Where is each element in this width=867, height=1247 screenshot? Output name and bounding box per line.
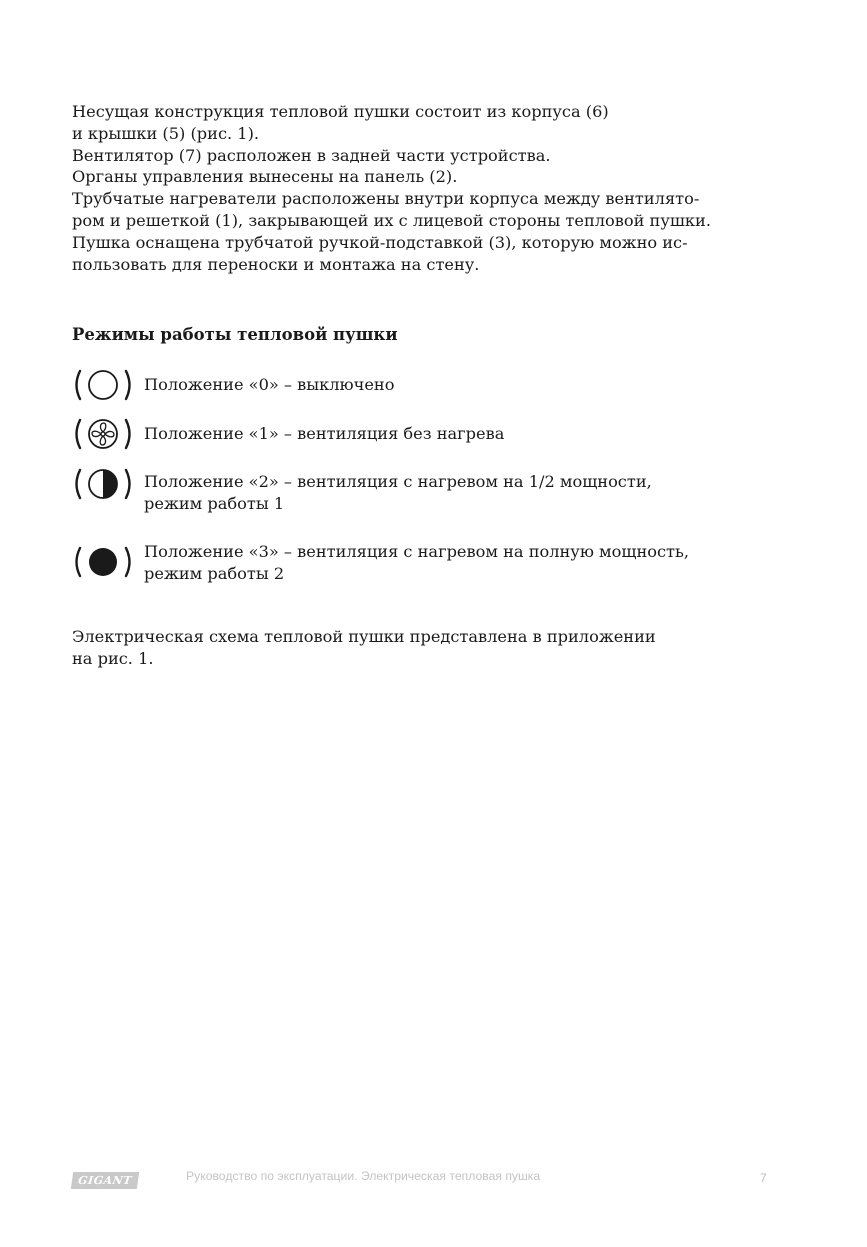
intro-line: Органы управления вынесены на панель (2). — [72, 167, 458, 187]
intro-line: Трубчатые нагреватели расположены внутри корпуса между вентилято- — [72, 189, 700, 209]
empty-circle-icon — [72, 365, 134, 405]
logo-text: GIGANT — [77, 1174, 133, 1187]
section-title: Режимы работы тепловой пушки — [72, 325, 398, 344]
intro-line: Несущая конструкция тепловой пушки состоит из корпуса (6) — [72, 102, 609, 121]
mode-label: Положение «1» – вентиляция без нагрева — [144, 424, 505, 443]
intro-line: ром и решеткой (1), закрывающей их с лицевой стороны тепловой пушки. — [72, 210, 711, 230]
mode-label — [144, 541, 689, 585]
mode-label — [144, 471, 652, 515]
gigant-logo — [71, 1172, 139, 1189]
intro-line: и крышки (5) (рис. 1). — [72, 123, 260, 143]
mode-label-line: режим работы 2 — [144, 563, 285, 583]
filled-circle-icon — [72, 542, 134, 582]
mode-label-line: режим работы 1 — [144, 493, 285, 513]
mode-label: Положение «0» – выключено — [144, 375, 395, 394]
page-number: 7 — [760, 1171, 767, 1185]
outro-line: на рис. 1. — [72, 648, 154, 668]
intro-line: Вентилятор (7) расположен в задней части устройства. — [72, 145, 551, 165]
intro-paragraph — [72, 101, 792, 275]
intro-line: Пушка оснащена трубчатой ручкой-подставкой (3), которую можно ис- — [72, 232, 688, 252]
intro-line: пользовать для переноски и монтажа на стену. — [72, 254, 480, 274]
outro-paragraph — [72, 626, 792, 670]
footer-text: Руководство по эксплуатации. Электрическая тепловая пушка — [186, 1169, 541, 1183]
mode-label-line: Положение «2» – вентиляция с нагревом на 1/2 мощности, — [144, 472, 652, 491]
mode-label-line: Положение «3» – вентиляция с нагревом на полную мощность, — [144, 542, 689, 561]
outro-line: Электрическая схема тепловой пушки представлена в приложении — [72, 627, 656, 646]
half-circle-icon — [72, 464, 134, 504]
fan-icon — [72, 414, 134, 454]
